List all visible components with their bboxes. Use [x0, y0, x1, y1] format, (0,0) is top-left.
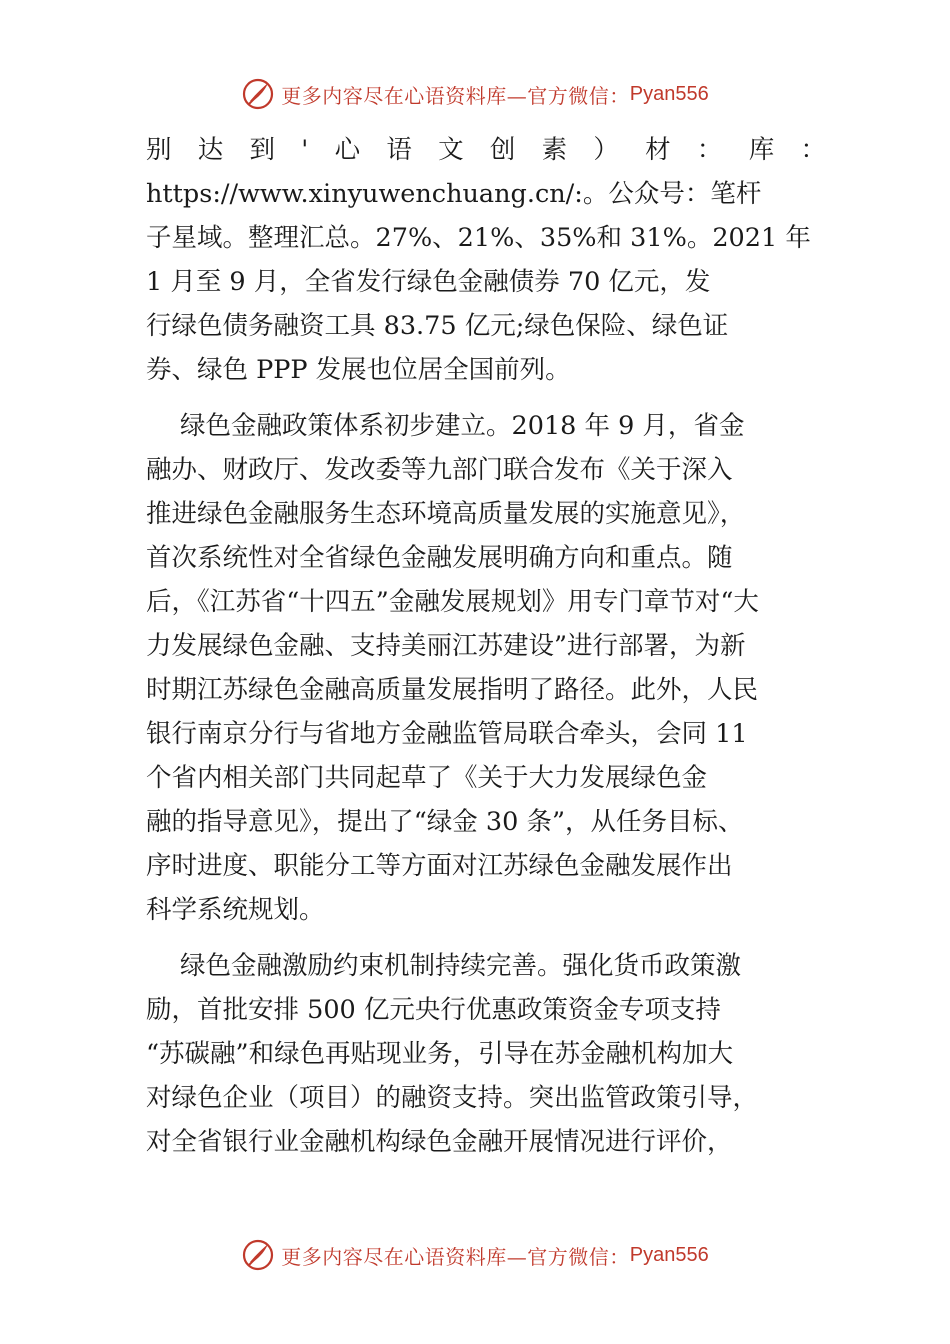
banner-text: 更多内容尽在心语资料库—官方微信：	[281, 1244, 630, 1269]
text-line: 推进绿色金融服务生态环境高质量发展的实施意见》，	[146, 499, 746, 529]
text-line: 子星域。整理汇总。27%、21%、35%和 31%。2021 年	[146, 223, 811, 253]
text-line: 首次系统性对全省绿色金融发展明确方向和重点。随	[146, 543, 733, 573]
text-line: 个省内相关部门共同起草了《关于大力发展绿色金	[146, 763, 708, 793]
paragraph-1	[146, 128, 826, 392]
text-line: 融的指导意见》，提出了“绿金 30 条”，从任务目标、	[146, 807, 744, 837]
banner-text: 更多内容尽在心语资料库—官方微信：	[281, 83, 630, 108]
text-line: 券、绿色 PPP 发展也位居全国前列。	[146, 355, 571, 385]
footer-banner	[0, 1235, 950, 1275]
text-line: 励，首批安排 500 亿元央行优惠政策资金专项支持	[146, 995, 721, 1025]
paragraph-2	[146, 404, 826, 932]
text-line: 对全省银行业金融机构绿色金融开展情况进行评价，	[146, 1127, 733, 1157]
text-line: “苏碳融”和绿色再贴现业务，引导在苏金融机构加大	[146, 1039, 734, 1069]
text-line: 1 月至 9 月，全省发行绿色金融债券 70 亿元，发	[146, 267, 711, 297]
text-line: 别 达 到 ' 心 语 文 创 素 ） 材 ： 库 ：	[146, 135, 826, 165]
quill-logo-icon	[241, 77, 275, 111]
text-line: 后，《江苏省“十四五”金融发展规划》用专门章节对“大	[146, 587, 759, 617]
text-line: 绿色金融激励约束机制持续完善。强化货币政策激	[180, 951, 742, 981]
quill-logo-icon	[241, 1238, 275, 1272]
text-line: 融办、财政厅、发改委等九部门联合发布《关于深入	[146, 455, 733, 485]
paragraph-3	[146, 944, 826, 1164]
header-banner	[0, 74, 950, 114]
text-line: 时期江苏绿色金融高质量发展指明了路径。此外，人民	[146, 675, 759, 705]
text-line: 行绿色债务融资工具 83.75 亿元;绿色保险、绿色证	[146, 311, 729, 341]
text-line: 科学系统规划。	[146, 895, 325, 925]
document-body	[146, 128, 826, 1164]
text-line: 序时进度、职能分工等方面对江苏绿色金融发展作出	[146, 851, 733, 881]
banner-wechat-id: Pyan556	[629, 1243, 709, 1266]
text-line: 绿色金融政策体系初步建立。2018 年 9 月，省金	[180, 411, 745, 441]
text-line: 银行南京分行与省地方金融监管局联合牵头，会同 11	[146, 719, 748, 749]
banner-wechat-id: Pyan556	[629, 82, 709, 105]
text-line: 对绿色企业（项目）的融资支持。突出监管政策引导，	[146, 1083, 759, 1113]
text-line: 力发展绿色金融、支持美丽江苏建设”进行部署，为新	[146, 631, 746, 661]
text-line: https://www.xinyuwenchuang.cn/:。公众号：笔杆	[146, 179, 762, 209]
